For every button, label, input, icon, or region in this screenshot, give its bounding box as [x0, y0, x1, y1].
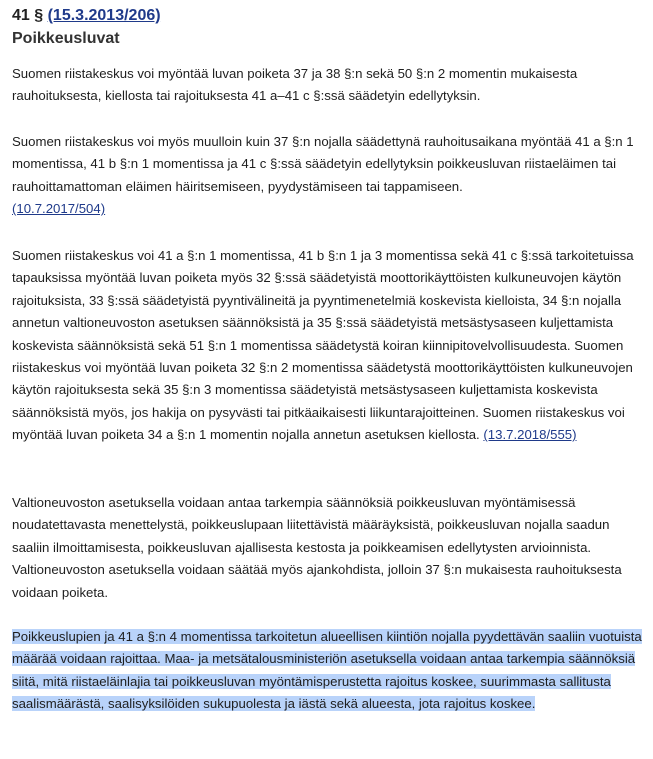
- paragraph-5-selected[interactable]: [12, 626, 644, 716]
- paragraph-2-text: Suomen riistakeskus voi myös muulloin kuin 37 §:n nojalla säädettynä rauhoitusaikana myöntää 41 a §:n 1 momentissa, 41 b §:n 1 momentissa ja 41 c §:ssä säädetyin edellytyksin poikkeusluvan riistaeläimen tai rauhoittamattoman eläimen häiritsemiseen, pyydystämiseen tai tappamiseen.: [12, 134, 634, 194]
- paragraph-1-text: Suomen riistakeskus voi myöntää luvan poiketa 37 ja 38 §:n sekä 50 §:n 2 momentin mukaisesta rauhoituksesta, kiellosta tai rajoituksesta 41 a–41 c §:ssä säädetyin edellytyksin.: [12, 66, 578, 104]
- section-heading: [12, 7, 161, 25]
- paragraph-3-amendment-link[interactable]: (13.7.2018/555): [483, 427, 577, 443]
- paragraph-4: [12, 492, 644, 604]
- section-title: Poikkeusluvat: [12, 30, 120, 47]
- paragraph-3: [12, 245, 644, 447]
- paragraph-2: [12, 131, 644, 221]
- paragraph-4-text: Valtioneuvoston asetuksella voidaan antaa tarkempia säännöksiä poikkeusluvan myöntämisessä noudatettavasta menettelystä, poikkeuslupaan liitettävistä määräyksistä, poikkeusluvan nojalla saadun saaliin ilmoittamisesta, poikkeusluvan ajallisesta kestosta ja poikkeamisen edellytysten arvioinnista. Valtioneuvoston asetuksella voidaan säätää myös ajankohdista, jolloin 37 §:n mukaisesta rauhoituksesta voidaan poiketa.: [12, 495, 622, 600]
- paragraph-5-text: Poikkeuslupien ja 41 a §:n 4 momentissa tarkoitetun alueellisen kiintiön nojalla pyydettävän saaliin vuotuista määrää voidaan rajoittaa. Maa- ja metsätalousministeriön asetuksella voidaan antaa tarkempia säännöksiä siitä, mitä riistaeläinlajia tai poikkeusluvan myöntämisperustetta rajoitus koskee, suurimmasta sallitusta saalismäärästä, saalisyksilöiden sukupuolesta ja iästä sekä alueesta, jota rajoitus koskee.: [12, 629, 642, 712]
- paragraph-2-amendment-link[interactable]: (10.7.2017/504): [12, 201, 106, 217]
- paragraph-1: [12, 63, 644, 108]
- section-number: 41 §: [12, 7, 44, 24]
- amendment-link[interactable]: (15.3.2013/206): [47, 7, 161, 24]
- paragraph-3-text: Suomen riistakeskus voi 41 a §:n 1 momentissa, 41 b §:n 1 ja 3 momentissa sekä 41 c §:ssä tarkoitetuissa tapauksissa myöntää luvan poiketa myös 32 §:ssä säädetyistä moottorikäyttöisten kulkuneuvojen käytön rajoituksista, 33 §:ssä säädetyistä pyyntivälineitä ja pyyntimenetelmiä koskevista kielloista, 34 §:n nojalla annetun valtioneuvoston asetuksen säännöksistä ja 35 §:ssä säädetyistä metsästysaseen kuljettamista koskevista säännöksistä sekä 51 §:n 1 momentissa säädetystä koiran kiinnipitovelvollisuudesta. Suomen riistakeskus voi myöntää luvan poiketa 32 §:n 2 momentissa säädetystä moottorikäyttöisten kulkuneuvojen käytön rajoituksesta sekä 35 §:n 3 momentissa säädetyistä metsästysaseen kuljettamista koskevista säännöksistä myös, jos hakija on pysyvästi tai pitkäaikaisesti liikuntarajoitteinen. Suomen riistakeskus voi myöntää luvan poiketa 34 a §:n 1 momentin nojalla annetun asetuksen kiellosta.: [12, 248, 634, 443]
